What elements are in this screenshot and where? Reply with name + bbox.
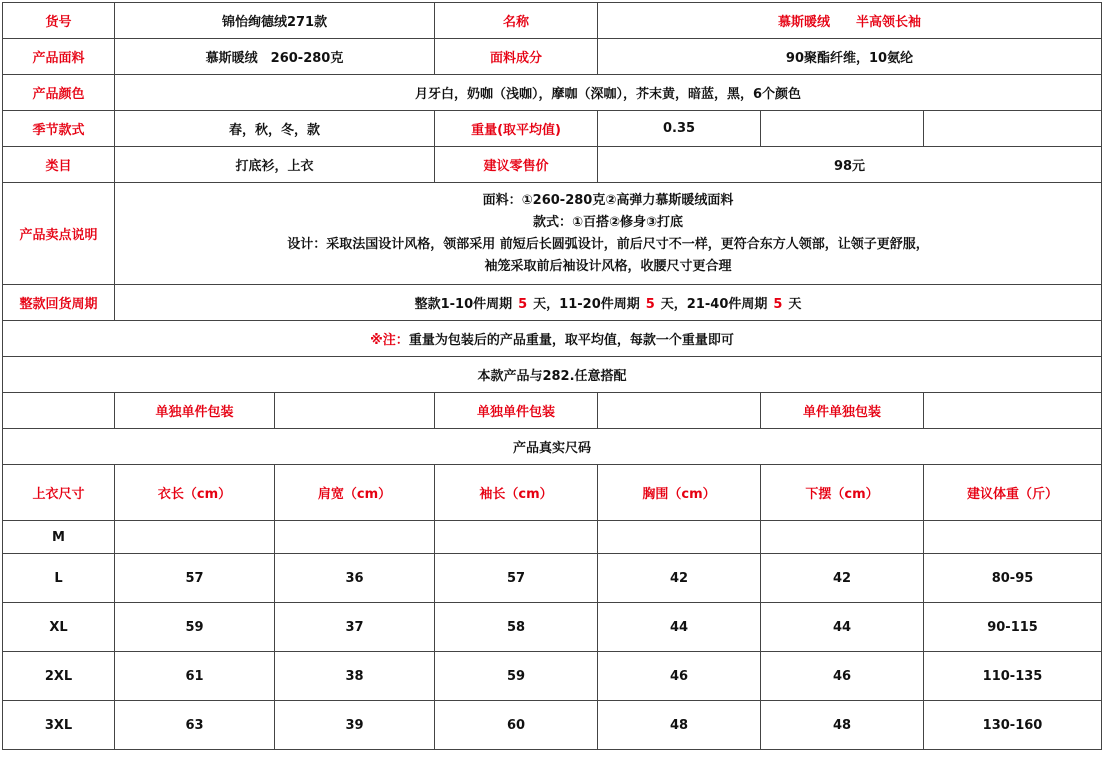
- size-label: 3XL: [3, 701, 115, 750]
- row-size-title: [3, 429, 1102, 465]
- size-header-hem: 下摆（cm）: [761, 465, 924, 521]
- size-label: L: [3, 554, 115, 603]
- season-value: 春，秋，冬，款: [115, 111, 435, 147]
- product-spec-table: [2, 2, 1102, 750]
- size-cell: 48: [598, 701, 761, 750]
- name-label: 名称: [435, 3, 598, 39]
- note-text: 重量为包装后的产品重量，取平均值，每款一个重量即可: [408, 333, 734, 348]
- price-value: 98元: [598, 147, 1102, 183]
- size-cell: [275, 521, 435, 554]
- size-row-l: [3, 554, 1102, 603]
- size-title: 产品真实尺码: [3, 429, 1102, 465]
- restock-part-1: 整款1-10件周期: [414, 297, 513, 312]
- row-category: [3, 147, 1102, 183]
- size-cell: 60: [435, 701, 598, 750]
- row-packaging: [3, 393, 1102, 429]
- price-label: 建议零售价: [435, 147, 598, 183]
- size-cell: 42: [761, 554, 924, 603]
- item-no-value: 锦怡绚德绒271款: [115, 3, 435, 39]
- category-label: 类目: [3, 147, 115, 183]
- restock-value: [115, 285, 1102, 321]
- restock-part-3: 天，21-40件周期: [660, 297, 768, 312]
- size-cell: 38: [275, 652, 435, 701]
- empty-cell: [924, 393, 1102, 429]
- size-cell-weight: 130-160: [924, 701, 1102, 750]
- size-cell: 48: [761, 701, 924, 750]
- restock-label: 整款回货周期: [3, 285, 115, 321]
- size-header-sleeve: 袖长（cm）: [435, 465, 598, 521]
- size-header-chest: 胸围（cm）: [598, 465, 761, 521]
- category-value: 打底衫，上衣: [115, 147, 435, 183]
- fabric-label: 产品面料: [3, 39, 115, 75]
- size-label: M: [3, 521, 115, 554]
- weight-value: 0.35: [598, 111, 761, 147]
- size-cell: 61: [115, 652, 275, 701]
- selling-line-sleeve: 袖笼采取前后袖设计风格，收腰尺寸更合理: [484, 258, 732, 274]
- size-cell: 58: [435, 603, 598, 652]
- selling-line-design: 设计：采取法国设计风格，领部采用 前短后长圆弧设计，前后尺寸不一样，更符合东方人领部，让领子更舒服，: [287, 236, 929, 252]
- size-cell: 36: [275, 554, 435, 603]
- note-prefix: ※注：: [370, 333, 409, 348]
- composition-label: 面料成分: [435, 39, 598, 75]
- size-cell: [924, 521, 1102, 554]
- size-row-xl: [3, 603, 1102, 652]
- size-cell: [435, 521, 598, 554]
- empty-cell: [275, 393, 435, 429]
- size-header-length: 衣长（cm）: [115, 465, 275, 521]
- restock-days-3: 5: [773, 297, 783, 312]
- item-no-label: 货号: [3, 3, 115, 39]
- selling-line-style: 款式：①百搭②修身③打底: [532, 214, 684, 230]
- selling-label: 产品卖点说明: [3, 183, 115, 285]
- size-cell: [761, 521, 924, 554]
- restock-part-4: 天: [788, 297, 802, 312]
- size-cell: [115, 521, 275, 554]
- row-season: [3, 111, 1102, 147]
- empty-cell: [924, 111, 1102, 147]
- row-item-no: [3, 3, 1102, 39]
- size-cell-weight: 90-115: [924, 603, 1102, 652]
- size-cell: 59: [115, 603, 275, 652]
- restock-part-2: 天，11-20件周期: [533, 297, 640, 312]
- size-cell-weight: 80-95: [924, 554, 1102, 603]
- size-cell: 37: [275, 603, 435, 652]
- size-cell: [598, 521, 761, 554]
- size-cell: 44: [761, 603, 924, 652]
- match-text: 本款产品与282.任意搭配: [3, 357, 1102, 393]
- restock-days-1: 5: [518, 297, 528, 312]
- colors-label: 产品颜色: [3, 75, 115, 111]
- size-cell: 39: [275, 701, 435, 750]
- packaging-3: 单件单独包装: [761, 393, 924, 429]
- row-colors: [3, 75, 1102, 111]
- packaging-2: 单独单件包装: [435, 393, 598, 429]
- restock-days-2: 5: [645, 297, 655, 312]
- size-row-m: [3, 521, 1102, 554]
- size-row-3xl: [3, 701, 1102, 750]
- selling-points: [115, 183, 1102, 285]
- size-cell: 63: [115, 701, 275, 750]
- size-cell: 46: [598, 652, 761, 701]
- size-header-size: 上衣尺寸: [3, 465, 115, 521]
- empty-cell: [3, 393, 115, 429]
- row-restock: [3, 285, 1102, 321]
- size-cell-weight: 110-135: [924, 652, 1102, 701]
- size-cell: 59: [435, 652, 598, 701]
- colors-value: 月牙白，奶咖（浅咖），摩咖（深咖），芥末黄，暗蓝，黑，6个颜色: [115, 75, 1102, 111]
- size-cell: 57: [115, 554, 275, 603]
- size-row-2xl: [3, 652, 1102, 701]
- composition-value: 90聚酯纤维，10氨纶: [598, 39, 1102, 75]
- row-match: [3, 357, 1102, 393]
- size-label: XL: [3, 603, 115, 652]
- size-header-row: [3, 465, 1102, 521]
- row-fabric: [3, 39, 1102, 75]
- size-label: 2XL: [3, 652, 115, 701]
- selling-line-fabric: 面料：①260-280克②高弹力慕斯暖绒面料: [482, 192, 734, 208]
- fabric-value: 慕斯暖绒 260-280克: [115, 39, 435, 75]
- weight-label: 重量(取平均值): [435, 111, 598, 147]
- row-selling-points: [3, 183, 1102, 285]
- empty-cell: [598, 393, 761, 429]
- size-cell: 42: [598, 554, 761, 603]
- name-value: 慕斯暖绒 半高领长袖: [598, 3, 1102, 39]
- size-cell: 57: [435, 554, 598, 603]
- packaging-1: 单独单件包装: [115, 393, 275, 429]
- empty-cell: [761, 111, 924, 147]
- season-label: 季节款式: [3, 111, 115, 147]
- size-header-weight: 建议体重（斤）: [924, 465, 1102, 521]
- size-header-shoulder: 肩宽（cm）: [275, 465, 435, 521]
- size-cell: 46: [761, 652, 924, 701]
- row-note: [3, 321, 1102, 357]
- note-cell: [3, 321, 1102, 357]
- size-cell: 44: [598, 603, 761, 652]
